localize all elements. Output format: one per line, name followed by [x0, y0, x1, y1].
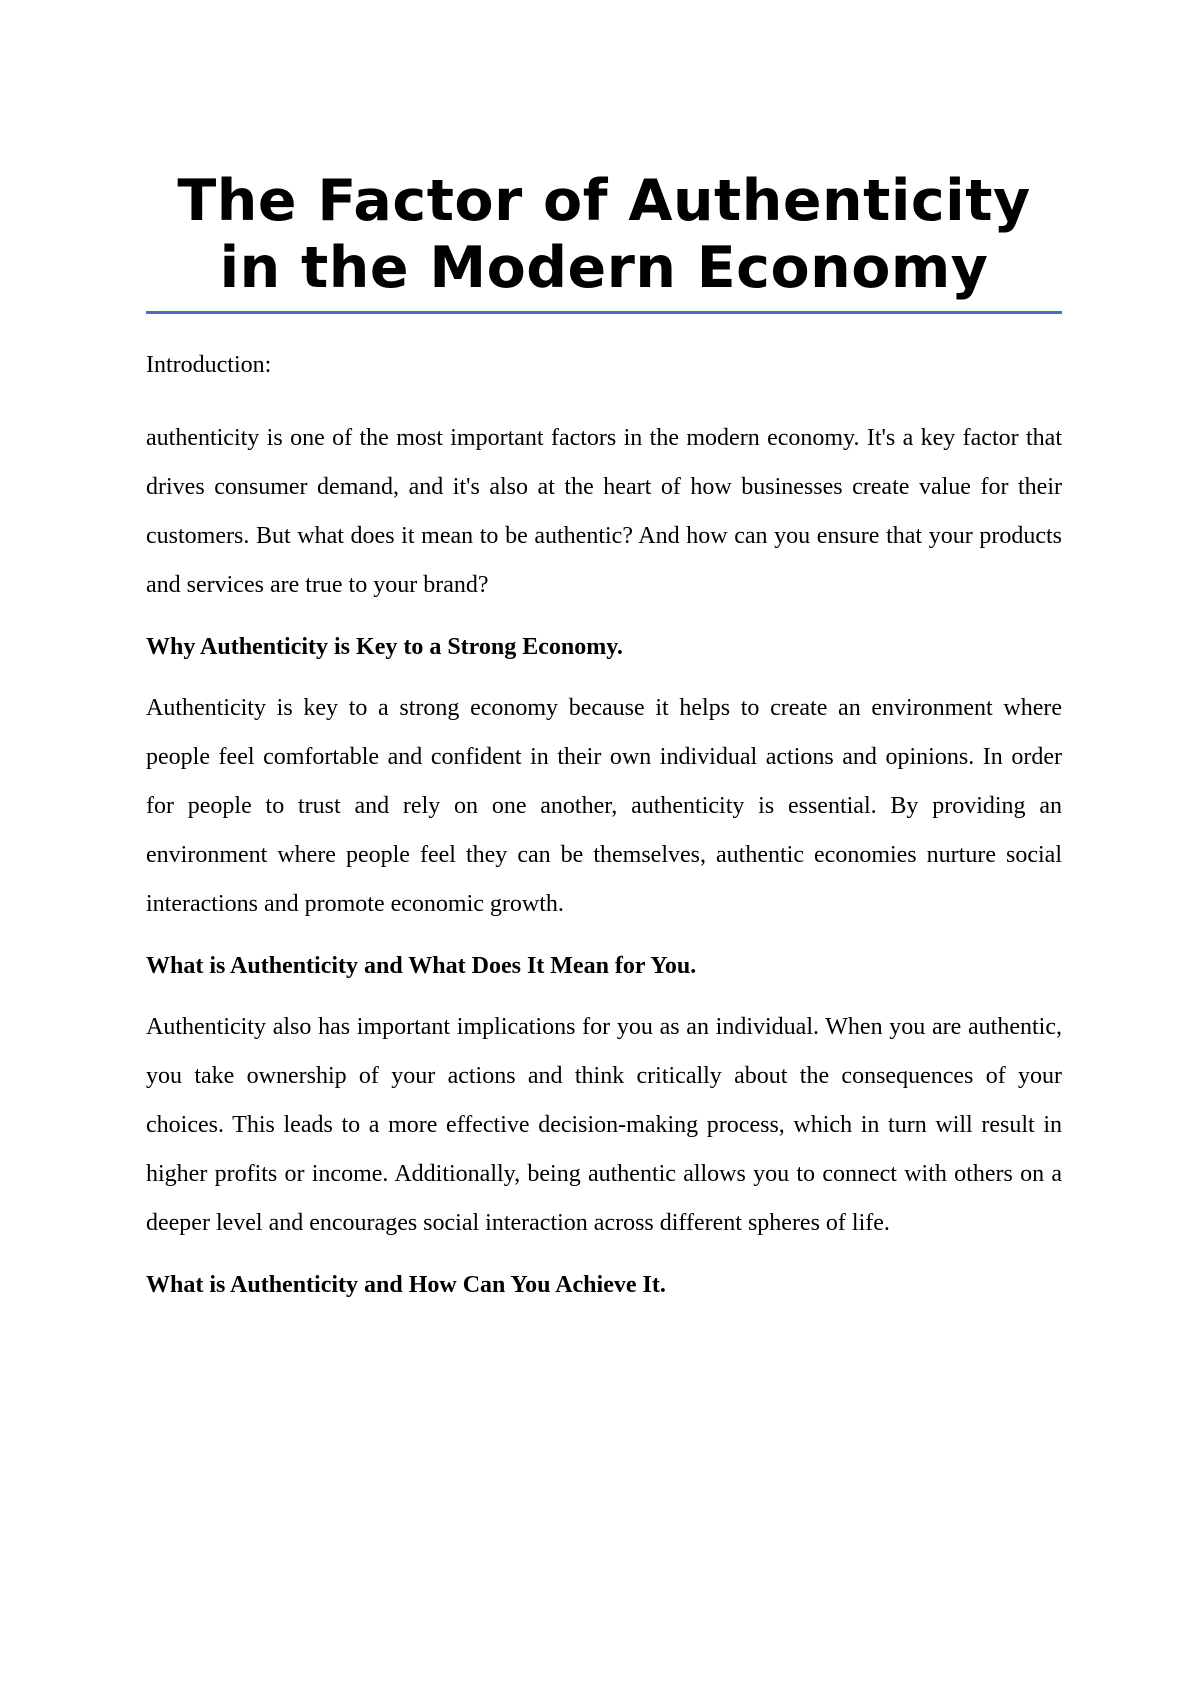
section-heading-achieve-it: What is Authenticity and How Can You Achieve It.: [146, 1272, 666, 1298]
intro-label: Introduction:: [146, 352, 272, 378]
section-heading-strong-economy: Why Authenticity is Key to a Strong Economy.: [146, 634, 623, 660]
document-title: The Factor of Authenticity in the Modern Economy: [177, 168, 1031, 301]
intro-paragraph: authenticity is one of the most important factors in the modern economy. It's a key factor that drives consumer demand, and it's also at the heart of how businesses create value for their customers. But what does it mean to be authentic? And how can you ensure that your products and services are true to your brand?: [146, 425, 1062, 598]
document-body: [146, 168, 1062, 1300]
title-underline: [146, 311, 1062, 314]
paragraph-meaning-for-you: Authenticity also has important implications for you as an individual. When you are authentic, you take ownership of your actions and think critically about the consequences of your choices. This leads to a more effective decision-making process, which in turn will result in higher profits or income. Additionally, being authentic allows you to connect with others on a deeper level and encourages social interaction across different spheres of life.: [146, 1014, 1062, 1236]
section-heading-meaning-for-you: What is Authenticity and What Does It Mean for You.: [146, 953, 697, 979]
paragraph-strong-economy: Authenticity is key to a strong economy because it helps to create an environment where people feel comfortable and confident in their own individual actions and opinions. In order for people to trust and rely on one another, authenticity is essential. By providing an environment where people feel they can be themselves, authentic economies nurture social interactions and promote economic growth.: [146, 695, 1062, 917]
